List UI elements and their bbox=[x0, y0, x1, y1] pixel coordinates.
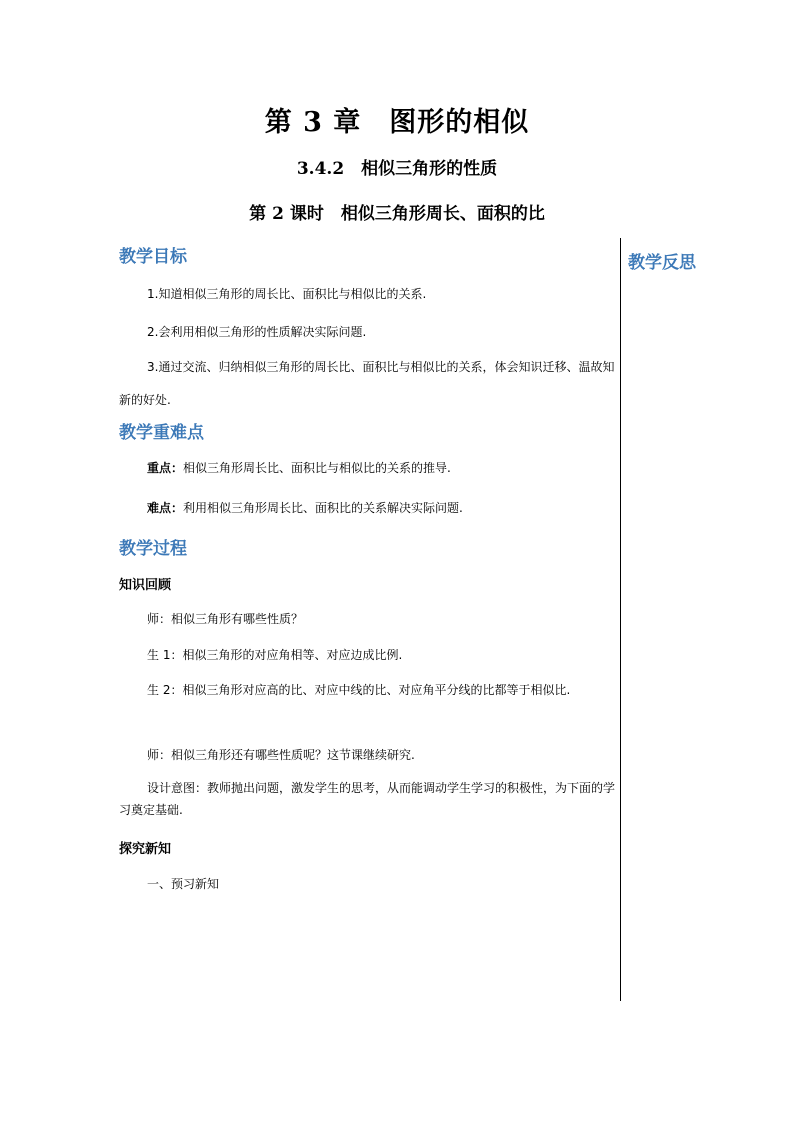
objective-item-1: 1.知道相似三角形的周长比、面积比与相似比的关系. bbox=[147, 287, 427, 301]
explore-item: 一、预习新知 bbox=[147, 877, 220, 891]
dialogue-line-1: 师：相似三角形有哪些性质？ bbox=[147, 612, 304, 626]
focus-text: 相似三角形周长比、面积比与相似比的关系的推导. bbox=[183, 461, 451, 475]
explore-heading: 探究新知 bbox=[119, 842, 172, 857]
column-divider bbox=[620, 238, 621, 1001]
objective-item-2: 2.会利用相似三角形的性质解决实际问题. bbox=[147, 325, 367, 339]
chapter-title: 第 3 章 图形的相似 bbox=[264, 107, 530, 138]
difficulty-label: 难点： bbox=[147, 501, 184, 515]
dialogue-line-3: 生 2：相似三角形对应高的比、对应中线的比、对应角平分线的比都等于相似比. bbox=[147, 683, 571, 697]
focus-point bbox=[119, 456, 619, 480]
process-heading: 教学过程 bbox=[119, 539, 187, 559]
key-points-heading: 教学重难点 bbox=[119, 423, 204, 443]
difficulty-text: 利用相似三角形周长比、面积比的关系解决实际问题. bbox=[183, 501, 463, 515]
lesson-title: 第 2 课时 相似三角形周长、面积的比 bbox=[249, 204, 545, 224]
objective-item-3: 3.通过交流、归纳相似三角形的周长比、面积比与相似比的关系，体会知识迁移、温故知新的好处. bbox=[119, 360, 615, 407]
section-title: 3.4.2 相似三角形的性质 bbox=[296, 159, 498, 179]
reflection-heading: 教学反思 bbox=[628, 253, 696, 273]
dialogue-line-2: 生 1：相似三角形的对应角相等、对应边成比例. bbox=[147, 648, 403, 662]
review-heading: 知识回顾 bbox=[119, 578, 172, 593]
dialogue-line-4: 师：相似三角形还有哪些性质呢？这节课继续研究. bbox=[147, 748, 415, 762]
design-intent: 设计意图：教师抛出问题，激发学生的思考，从而能调动学生学习的积极性，为下面的学习奠定基础. bbox=[119, 781, 616, 817]
difficulty-point bbox=[119, 496, 619, 520]
focus-label: 重点： bbox=[147, 461, 184, 475]
objectives-heading: 教学目标 bbox=[119, 247, 187, 267]
